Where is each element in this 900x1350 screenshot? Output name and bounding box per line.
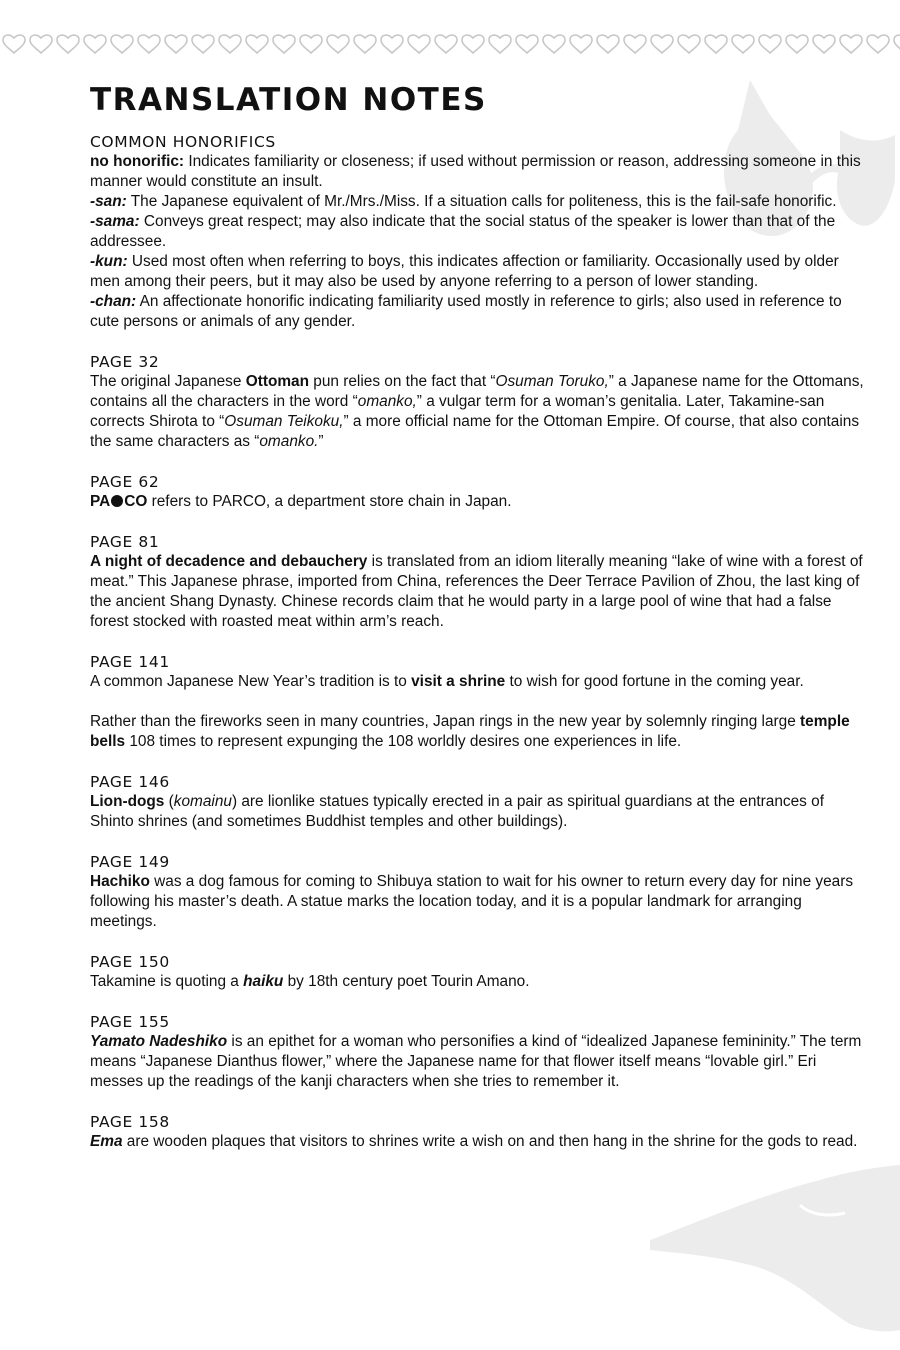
section-heading-page-81: PAGE 81 [90,533,160,551]
term: Osuman Toruko, [495,373,609,390]
text: ” a Japanese name for the Ottomans, contains all the characters in the word “ [90,373,864,410]
heart-outline-icon [894,35,900,53]
note-paragraph [90,672,870,692]
page-141-section [90,652,870,752]
note-paragraph [90,1132,870,1152]
heart-outline-icon [327,35,349,53]
section-heading-page-149: PAGE 149 [90,853,170,871]
honorific-term: no honorific: [90,153,185,170]
page-155-section [90,1012,870,1092]
note-paragraph [90,872,870,932]
notes-content [90,132,870,1172]
honorific-definition: Used most often when referring to boys, this indicates affection or familiarity. Occasionally used by older men among their peers, but it may also be used by anyone referring to a person of lower standing. [90,253,839,290]
heart-outline-icon [462,35,484,53]
heart-outline-icon [624,35,646,53]
censor-dot-icon [111,495,123,507]
section-heading-page-32: PAGE 32 [90,353,160,371]
heart-outline-icon [273,35,295,53]
heart-outline-icon [759,35,781,53]
honorific-term: -chan: [90,293,137,310]
term: CO [124,493,148,510]
section-heading-page-141: PAGE 141 [90,653,170,671]
honorific-entry-sama [90,212,870,252]
text: refers to PARCO, a department store chain in Japan. [147,493,512,510]
section-heading-page-158: PAGE 158 [90,1113,170,1131]
text: was a dog famous for coming to Shibuya station to wait for his owner to return every day for nine years following his master’s death. A statue marks the location today, and it is a popular landmark for arranging meetings. [90,873,854,930]
section-heading-page-146: PAGE 146 [90,773,170,791]
text: is translated from an idiom literally meaning “lake of wine with a forest of meat.” This Japanese phrase, imported from China, references the Deer Terrace Pavilion of Zhou, the last king of the ancient Shang Dynasty. Chinese records claim that he would party in a large pool of wine that had a false forest stocked with roasted meat within arm’s reach. [90,553,863,630]
heart-outline-icon [489,35,511,53]
heart-outline-icon [138,35,160,53]
heart-outline-icon [705,35,727,53]
text: ) are lionlike statues typically erected in a pair as spiritual guardians at the entrances of Shinto shrines (and sometimes Buddhist temples and other buildings). [90,793,824,830]
honorific-term: -san: [90,193,127,210]
page-146-section [90,772,870,832]
honorific-definition: An affectionate honorific indicating familiarity used mostly in reference to girls; also used in reference to cute persons or animals of any gender. [90,293,842,330]
heart-outline-icon [84,35,106,53]
section-heading-honorifics: COMMON HONORIFICS [90,133,276,151]
heart-outline-icon [651,35,673,53]
term: visit a shrine [411,673,506,690]
text: Rather than the fireworks seen in many countries, Japan rings in the new year by solemnly ringing large [90,713,801,730]
heart-outline-icon [867,35,889,53]
heart-outline-icon [732,35,754,53]
note-paragraph [90,552,870,632]
honorific-entry-chan [90,292,870,332]
term: omanko, [357,393,417,410]
term: Yamato Nadeshiko [90,1033,228,1050]
term: Lion-dogs [90,793,165,810]
term: Hachiko [90,873,150,890]
heart-outline-icon [678,35,700,53]
heart-outline-icon [30,35,52,53]
heart-border [0,30,900,60]
heart-outline-icon [165,35,187,53]
page-62-section [90,472,870,512]
heart-border-svg [0,30,900,60]
term: temple bells [90,713,850,750]
note-paragraph [90,1032,870,1092]
section-heading-page-62: PAGE 62 [90,473,160,491]
term: PA [90,493,111,510]
heart-outline-icon [192,35,214,53]
heart-outline-icon [3,35,25,53]
heart-outline-icon [543,35,565,53]
heart-outline-icon [786,35,808,53]
heart-outline-icon [219,35,241,53]
text: A common Japanese New Year’s tradition is to [90,673,412,690]
text: Takamine is quoting a [90,973,244,990]
text: The original Japanese [90,373,246,390]
note-paragraph [90,492,870,512]
note-paragraph [90,712,870,752]
text: ” [318,433,324,450]
page-150-section [90,952,870,992]
text: to wish for good fortune in the coming year. [505,673,804,690]
note-paragraph [90,792,870,832]
page-32-section [90,352,870,452]
term: omanko. [259,433,319,450]
term: komainu [173,793,232,810]
term: haiku [243,973,284,990]
page-81-section [90,532,870,632]
decorative-panty-shape [650,1155,900,1335]
text: ” a vulgar term for a woman’s genitalia. Later, Takamine-san corrects Shirota to “ [90,393,825,430]
heart-outline-icon [246,35,268,53]
page-title: TRANSLATION NOTES [90,82,487,118]
text: ( [164,793,174,810]
heart-outline-icon [813,35,835,53]
note-paragraph [90,372,870,452]
heart-outline-icon [381,35,403,53]
heart-outline-icon [57,35,79,53]
text: are wooden plaques that visitors to shrines write a wish on and then hang in the shrine for the gods to read. [122,1133,858,1150]
section-heading-page-155: PAGE 155 [90,1013,170,1031]
honorific-definition: Conveys great respect; may also indicate that the social status of the speaker is lower than that of the addressee. [90,213,836,250]
honorific-definition: The Japanese equivalent of Mr./Mrs./Miss. If a situation calls for politeness, this is the fail-safe honorific. [126,193,837,210]
heart-outline-icon [597,35,619,53]
page-149-section [90,852,870,932]
heart-outline-icon [408,35,430,53]
term: A night of decadence and debauchery [90,553,368,570]
text: by 18th century poet Tourin Amano. [283,973,530,990]
honorific-term: -sama: [90,213,140,230]
term: Ema [90,1133,123,1150]
honorific-entry-none [90,152,870,192]
heart-outline-icon [570,35,592,53]
honorific-term: -kun: [90,253,128,270]
honorific-entry-kun [90,252,870,292]
heart-outline-icon [516,35,538,53]
text: 108 times to represent expunging the 108 worldly desires one experiences in life. [125,733,682,750]
term: Ottoman [245,373,309,390]
honorific-definition: Indicates familiarity or closeness; if used without permission or reason, addressing someone in this manner would constitute an insult. [90,153,861,190]
text: pun relies on the fact that “ [309,373,496,390]
text: ” a more official name for the Ottoman Empire. Of course, that also contains the same characters as “ [90,413,860,450]
text: is an epithet for a woman who personifies a kind of “idealized Japanese femininity.” The term means “Japanese Dianthus flower,” where the Japanese name for that flower itself means “lovable girl.” Eri messes up the readings of the kanji characters when she tries to remember it. [90,1033,862,1090]
section-heading-page-150: PAGE 150 [90,953,170,971]
honorific-entry-san [90,192,870,212]
heart-outline-icon [354,35,376,53]
note-paragraph [90,972,870,992]
heart-outline-icon [300,35,322,53]
heart-outline-icon [435,35,457,53]
heart-outline-icon [840,35,862,53]
term: Osuman Teikoku, [224,413,344,430]
page-158-section [90,1112,870,1152]
honorifics-section [90,132,870,332]
heart-outline-icon [111,35,133,53]
